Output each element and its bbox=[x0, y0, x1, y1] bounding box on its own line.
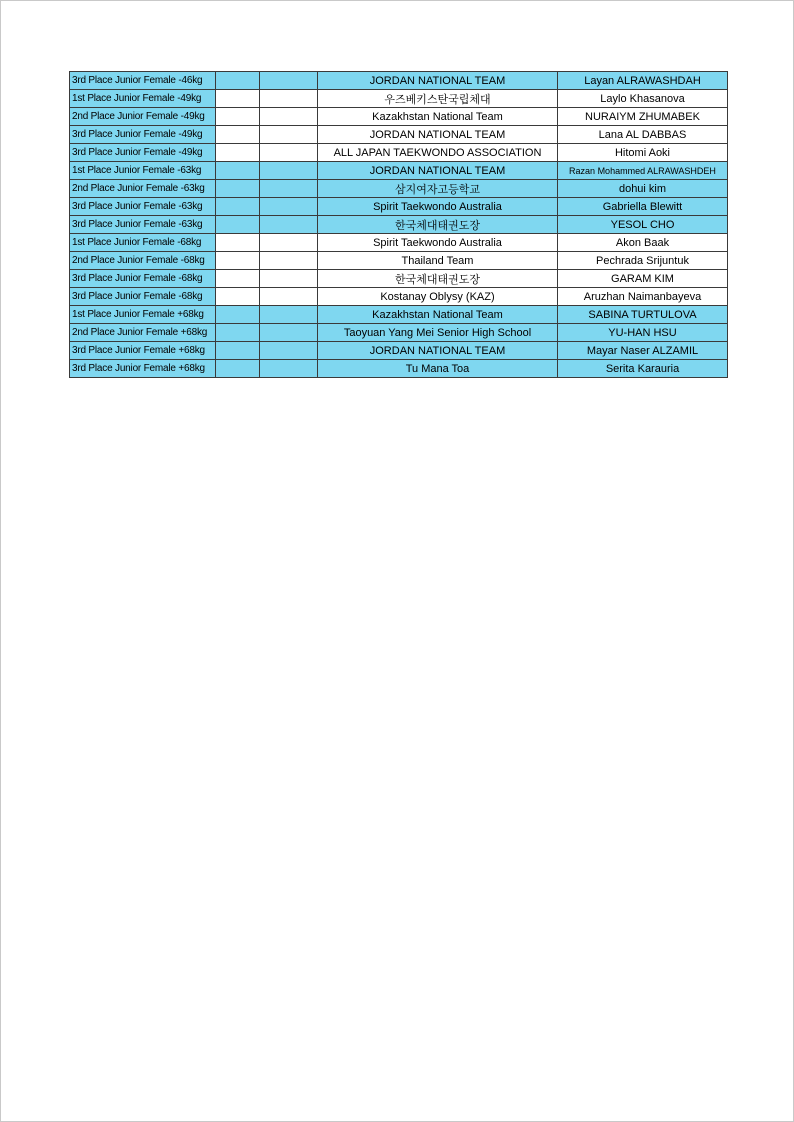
cell-team: Kostanay Oblysy (KAZ) bbox=[318, 288, 558, 306]
table-row bbox=[70, 270, 728, 288]
cell-place: 3rd Place Junior Female -46kg bbox=[70, 72, 216, 90]
table-row bbox=[70, 144, 728, 162]
cell-place: 3rd Place Junior Female -49kg bbox=[70, 126, 216, 144]
cell-blank-2 bbox=[260, 162, 318, 180]
cell-team: JORDAN NATIONAL TEAM bbox=[318, 72, 558, 90]
cell-team: 삼지여자고등학교 bbox=[318, 180, 558, 198]
cell-blank-2 bbox=[260, 288, 318, 306]
cell-blank-2 bbox=[260, 234, 318, 252]
cell-place: 2nd Place Junior Female -68kg bbox=[70, 252, 216, 270]
cell-team: 우즈베키스탄국립체대 bbox=[318, 90, 558, 108]
cell-team: 한국체대태권도장 bbox=[318, 270, 558, 288]
cell-place: 1st Place Junior Female -49kg bbox=[70, 90, 216, 108]
cell-blank-1 bbox=[216, 216, 260, 234]
cell-athlete-name: dohui kim bbox=[558, 180, 728, 198]
cell-athlete-name: Layan ALRAWASHDAH bbox=[558, 72, 728, 90]
cell-blank-2 bbox=[260, 198, 318, 216]
cell-place: 3rd Place Junior Female -63kg bbox=[70, 216, 216, 234]
cell-blank-2 bbox=[260, 216, 318, 234]
cell-athlete-name: SABINA TURTULOVA bbox=[558, 306, 728, 324]
table-row bbox=[70, 306, 728, 324]
cell-team: JORDAN NATIONAL TEAM bbox=[318, 342, 558, 360]
cell-place: 1st Place Junior Female -68kg bbox=[70, 234, 216, 252]
cell-place: 1st Place Junior Female -63kg bbox=[70, 162, 216, 180]
results-table bbox=[69, 71, 728, 378]
cell-place: 3rd Place Junior Female -49kg bbox=[70, 144, 216, 162]
cell-blank-2 bbox=[260, 252, 318, 270]
cell-blank-1 bbox=[216, 90, 260, 108]
cell-blank-2 bbox=[260, 324, 318, 342]
cell-athlete-name: NURAIYM ZHUMABEK bbox=[558, 108, 728, 126]
results-table-body bbox=[70, 72, 728, 378]
table-row bbox=[70, 108, 728, 126]
cell-blank-1 bbox=[216, 234, 260, 252]
table-row bbox=[70, 126, 728, 144]
table-row bbox=[70, 162, 728, 180]
cell-blank-2 bbox=[260, 342, 318, 360]
cell-team: Thailand Team bbox=[318, 252, 558, 270]
cell-athlete-name: Razan Mohammed ALRAWASHDEH bbox=[558, 162, 728, 180]
cell-blank-1 bbox=[216, 252, 260, 270]
cell-team: Kazakhstan National Team bbox=[318, 108, 558, 126]
cell-team: JORDAN NATIONAL TEAM bbox=[318, 126, 558, 144]
table-row bbox=[70, 288, 728, 306]
cell-athlete-name: Mayar Naser ALZAMIL bbox=[558, 342, 728, 360]
cell-place: 3rd Place Junior Female -68kg bbox=[70, 288, 216, 306]
cell-athlete-name: Laylo Khasanova bbox=[558, 90, 728, 108]
cell-team: Spirit Taekwondo Australia bbox=[318, 234, 558, 252]
cell-blank-2 bbox=[260, 360, 318, 378]
cell-athlete-name: Pechrada Srijuntuk bbox=[558, 252, 728, 270]
cell-blank-1 bbox=[216, 180, 260, 198]
cell-athlete-name: GARAM KIM bbox=[558, 270, 728, 288]
cell-team: Spirit Taekwondo Australia bbox=[318, 198, 558, 216]
cell-place: 2nd Place Junior Female -49kg bbox=[70, 108, 216, 126]
cell-blank-1 bbox=[216, 342, 260, 360]
cell-place: 3rd Place Junior Female -68kg bbox=[70, 270, 216, 288]
cell-athlete-name: Akon Baak bbox=[558, 234, 728, 252]
cell-team: 한국체대태권도장 bbox=[318, 216, 558, 234]
cell-blank-1 bbox=[216, 288, 260, 306]
table-row bbox=[70, 198, 728, 216]
cell-place: 3rd Place Junior Female -63kg bbox=[70, 198, 216, 216]
cell-blank-1 bbox=[216, 144, 260, 162]
cell-blank-2 bbox=[260, 90, 318, 108]
table-row bbox=[70, 252, 728, 270]
cell-athlete-name: Hitomi Aoki bbox=[558, 144, 728, 162]
cell-team: Tu Mana Toa bbox=[318, 360, 558, 378]
cell-blank-1 bbox=[216, 162, 260, 180]
cell-athlete-name: Lana AL DABBAS bbox=[558, 126, 728, 144]
cell-place: 1st Place Junior Female +68kg bbox=[70, 306, 216, 324]
cell-place: 2nd Place Junior Female -63kg bbox=[70, 180, 216, 198]
cell-blank-1 bbox=[216, 108, 260, 126]
cell-athlete-name: YESOL CHO bbox=[558, 216, 728, 234]
cell-blank-1 bbox=[216, 198, 260, 216]
table-row bbox=[70, 360, 728, 378]
cell-blank-1 bbox=[216, 306, 260, 324]
table-row bbox=[70, 324, 728, 342]
table-row bbox=[70, 342, 728, 360]
cell-place: 3rd Place Junior Female +68kg bbox=[70, 342, 216, 360]
cell-team: Taoyuan Yang Mei Senior High School bbox=[318, 324, 558, 342]
cell-athlete-name: YU-HAN HSU bbox=[558, 324, 728, 342]
cell-blank-2 bbox=[260, 108, 318, 126]
cell-place: 3rd Place Junior Female +68kg bbox=[70, 360, 216, 378]
cell-athlete-name: Gabriella Blewitt bbox=[558, 198, 728, 216]
table-row bbox=[70, 234, 728, 252]
cell-blank-2 bbox=[260, 72, 318, 90]
cell-blank-2 bbox=[260, 270, 318, 288]
table-row bbox=[70, 90, 728, 108]
table-row bbox=[70, 180, 728, 198]
cell-athlete-name: Aruzhan Naimanbayeva bbox=[558, 288, 728, 306]
cell-blank-2 bbox=[260, 180, 318, 198]
cell-blank-1 bbox=[216, 360, 260, 378]
cell-team: Kazakhstan National Team bbox=[318, 306, 558, 324]
cell-blank-1 bbox=[216, 324, 260, 342]
cell-blank-1 bbox=[216, 270, 260, 288]
cell-team: ALL JAPAN TAEKWONDO ASSOCIATION bbox=[318, 144, 558, 162]
cell-blank-1 bbox=[216, 126, 260, 144]
cell-blank-2 bbox=[260, 126, 318, 144]
cell-athlete-name: Serita Karauria bbox=[558, 360, 728, 378]
cell-place: 2nd Place Junior Female +68kg bbox=[70, 324, 216, 342]
cell-blank-2 bbox=[260, 306, 318, 324]
table-row bbox=[70, 72, 728, 90]
cell-blank-2 bbox=[260, 144, 318, 162]
cell-team: JORDAN NATIONAL TEAM bbox=[318, 162, 558, 180]
cell-blank-1 bbox=[216, 72, 260, 90]
table-row bbox=[70, 216, 728, 234]
